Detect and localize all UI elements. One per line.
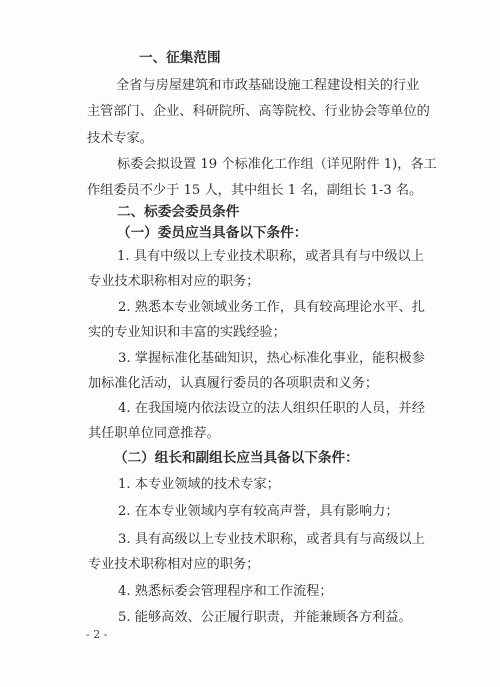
paragraph-line: 作组委员不少于 15 人，其中组长 1 名，副组长 1-3 名。 bbox=[87, 183, 423, 198]
section-heading-scope: 一、征集范围 bbox=[139, 50, 221, 66]
list-item-line: 3. 具有高级以上专业技术职称，或者具有与高级以上 bbox=[118, 532, 425, 547]
list-item-line: 实的专业知识和丰富的实践经验； bbox=[88, 325, 286, 340]
paragraph-line: 标委会拟设置 19 个标准化工作组（详见附件 1)，各工 bbox=[117, 157, 437, 172]
list-item-line: 2. 熟悉本专业领域业务工作，具有较高理论水平、扎 bbox=[118, 300, 425, 315]
list-item-line: 4. 在我国境内依法设立的法人组织任职的人员，并经 bbox=[118, 401, 425, 416]
subsection-heading-leaders: （二）组长和副组长应当具备以下条件： bbox=[114, 450, 359, 466]
list-item-line: 1. 具有中级以上专业技术职称，或者具有与中级以上 bbox=[117, 249, 424, 264]
list-item-line: 专业技术职称相对应的职务； bbox=[88, 274, 260, 289]
paragraph-line: 技术专家。 bbox=[87, 131, 153, 146]
section-heading-conditions: 二、标委会委员条件 bbox=[117, 204, 240, 220]
list-item-line: 5. 能够高效、公正履行职责，并能兼顾各方利益。 bbox=[118, 610, 412, 625]
paragraph-line: 主管部门、企业、科研院所、高等院校、行业协会等单位的 bbox=[87, 104, 430, 119]
paragraph-line: 全省与房屋建筑和市政基础设施工程建设相关的行业 bbox=[116, 78, 420, 93]
list-item-line: 3. 掌握标准化基础知识，热心标准化事业，能积极参 bbox=[118, 351, 425, 366]
list-item-line: 加标准化活动，认真履行委员的各项职责和义务； bbox=[88, 376, 379, 391]
list-item-line: 1. 本专业领域的技术专家； bbox=[118, 477, 280, 492]
list-item-line: 4. 熟悉标委会管理程序和工作流程； bbox=[118, 584, 333, 599]
list-item-line: 专业技术职称相对应的职务； bbox=[88, 557, 260, 572]
page-number: - 2 - bbox=[86, 628, 108, 641]
subsection-heading-members: （一）委员应当具备以下条件： bbox=[117, 225, 308, 241]
list-item-line: 2. 在本专业领域内享有较高声誉，具有影响力； bbox=[118, 504, 399, 519]
list-item-line: 其任职单位同意推荐。 bbox=[88, 426, 220, 441]
